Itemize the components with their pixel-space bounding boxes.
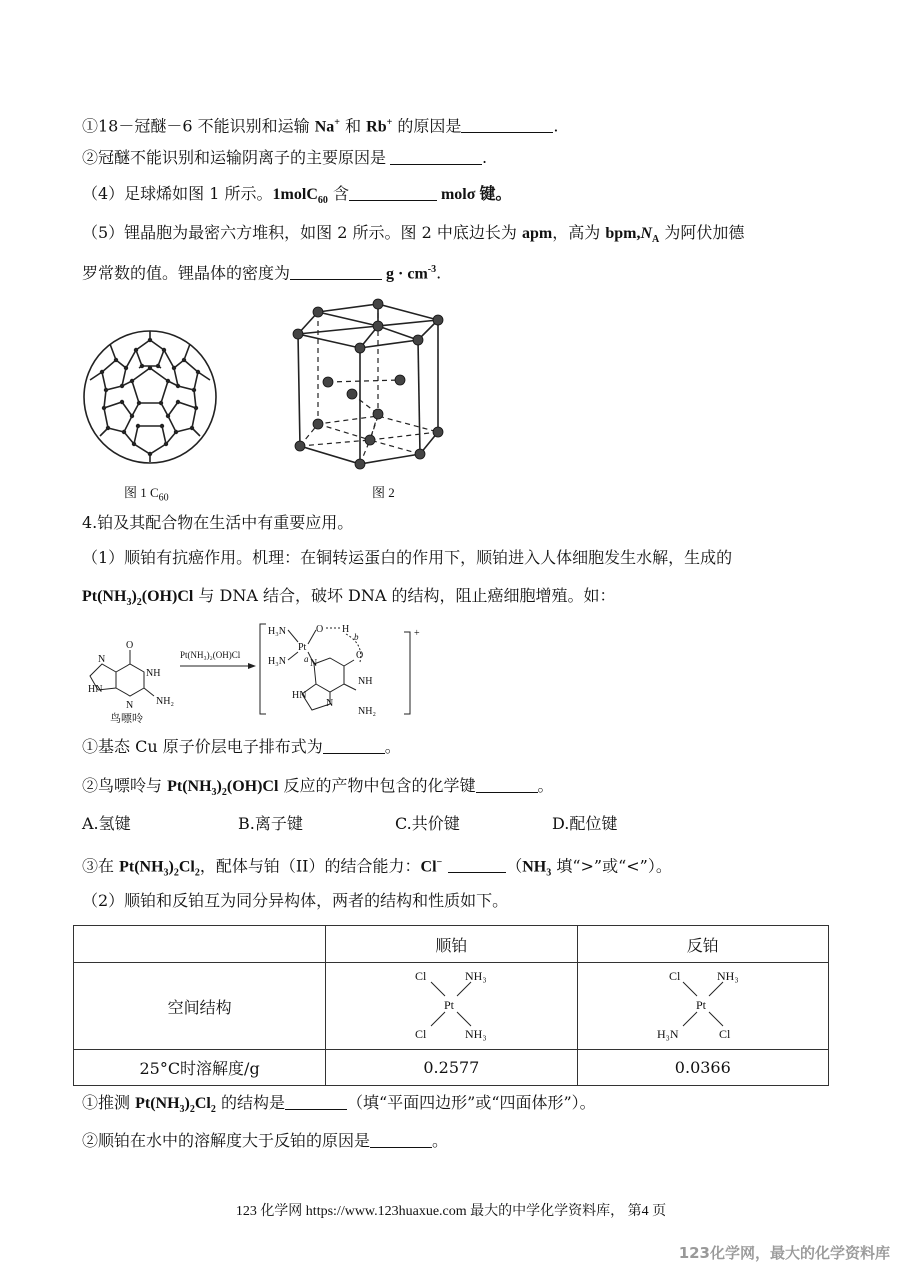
ammonia: NH (522, 858, 547, 876)
atom-label: Cl (415, 969, 427, 983)
table-cell: 0.2577 (326, 1050, 577, 1086)
fig1-caption (124, 482, 169, 504)
answer-blank[interactable] (390, 148, 482, 165)
formula-sub: 3 (211, 787, 217, 799)
q3-part5-line1 (82, 222, 744, 251)
formula-sub: 2 (173, 867, 179, 879)
q4-sub3 (82, 852, 672, 885)
answer-blank[interactable] (285, 1093, 347, 1110)
q3-part4-text: （4）足球烯如图 1 所示。 (82, 184, 273, 203)
formula-sub: 2 (194, 867, 200, 879)
reagent-label: Pt(NH₃)₂(OH)Cl (180, 650, 241, 660)
q3-part5-post: 为阿伏加德 (659, 223, 745, 242)
density-unit-sup: -3 (427, 264, 437, 275)
q3-part5-line2 (82, 259, 441, 285)
reaction-scheme (80, 618, 420, 723)
ammonia-sub: 3 (546, 867, 552, 879)
formula-sub: 3 (179, 1104, 185, 1116)
answer-blank[interactable] (461, 116, 553, 133)
q3-part5-text: （5）锂晶胞为最密六方堆积，如图 2 所示。图 2 中底边长为 (82, 223, 522, 242)
answer-blank[interactable] (349, 184, 437, 201)
q4-sub3-mid: ，配体与铂（II）的结合能力： (199, 856, 421, 876)
table-header-row (74, 926, 829, 963)
q3-part5-line2-text: 罗常数的值。锂晶体的密度为 (82, 263, 291, 283)
q3-part5-mid: ，高为 (552, 223, 606, 242)
q4-sub2-post: 反应的产物中包含的化学键 (278, 776, 476, 795)
q4-sub1 (82, 736, 401, 758)
atom-label: N (326, 698, 334, 709)
q3-item1-end: . (553, 116, 559, 136)
q4-sub4-tail: （填“平面四边形”或“四面体形”）。 (346, 1093, 596, 1112)
q4-sub1-end: 。 (384, 737, 401, 756)
formula-sub: 3 (126, 597, 132, 609)
q3-item2-text: ②冠醚不能识别和运输阴离子的主要原因是 (82, 148, 387, 167)
answer-blank[interactable] (476, 776, 538, 793)
formula-text: ) (131, 588, 137, 605)
bpm: bpm, (605, 225, 641, 242)
atom-label: NH₂ (358, 706, 376, 717)
q3-part4-post: molσ 键。 (436, 186, 512, 203)
formula-text: Cl (178, 858, 195, 876)
atom-label: N (310, 658, 318, 669)
formula-text: ) (184, 1095, 190, 1112)
page-footer: 123 化学网 https://www.123huaxue.com 最大的中学化学资料库， 第4 页 (235, 1204, 667, 1219)
atom-label: NH₃ (716, 969, 739, 983)
atom-label: O (356, 650, 364, 661)
q4-sub3-post: 填“>”或“<”）。 (551, 856, 672, 876)
q4-sub3-text: ③在 (82, 856, 120, 876)
hcp-cell-figure (290, 296, 450, 476)
cis-structure-cell (326, 963, 577, 1050)
chloride-ion: Cl (420, 858, 437, 876)
answer-blank[interactable] (290, 263, 382, 280)
table-header-cell: 反铂 (577, 926, 828, 963)
q3-item1-and: 和 (339, 116, 367, 136)
trans-structure (653, 964, 753, 1044)
atom-label: H₃N (268, 656, 286, 667)
atom-label: H (342, 624, 350, 635)
formula-sub: 2 (189, 1104, 195, 1116)
q4-part1-line2 (82, 585, 616, 614)
apm: apm (521, 225, 553, 242)
formula-text: (OH)Cl (141, 588, 194, 605)
atom-label: Cl (718, 1027, 731, 1041)
q4-sub4-text: ①推测 (82, 1093, 136, 1112)
q3-item1-text: ①18－冠醚－6 不能识别和运输 (82, 116, 315, 136)
atom-label: NH (358, 676, 373, 687)
q4-sub2-end: 。 (537, 776, 554, 795)
formula-text: Cl (194, 1095, 211, 1112)
table-header-cell (74, 926, 326, 963)
atom-label: NH₃ (465, 969, 487, 983)
q4-sub2 (82, 775, 554, 804)
atom-label: O (316, 624, 324, 635)
formula-text: Pt(NH (119, 858, 164, 876)
answer-blank[interactable] (323, 737, 385, 754)
q4-sub3-paren: （ (506, 856, 523, 876)
formula-text: Pt(NH (135, 1095, 180, 1112)
atom-label: NH (146, 668, 161, 679)
charge-sign: + (414, 628, 420, 639)
option-b[interactable]: B.离子键 (238, 814, 303, 833)
q4-sub5 (82, 1130, 448, 1152)
q4-sub5-text: ②顺铂在水中的溶解度大于反铂的原因是 (82, 1131, 371, 1150)
atom-label: NH₃ (465, 1027, 487, 1041)
q4-sub4-post: 的结构是 (215, 1093, 285, 1112)
fig1-caption-text: 图 1 C (124, 485, 159, 500)
q4-sub5-end: 。 (432, 1131, 449, 1150)
answer-blank[interactable] (448, 856, 506, 873)
atom-label: O (126, 640, 134, 651)
atom-label: Cl (415, 1027, 427, 1041)
option-d[interactable]: D.配位键 (552, 814, 618, 833)
formula-sub: 2 (136, 597, 142, 609)
atom-label: H₃N (268, 626, 286, 637)
rb-ion: Rb (366, 118, 387, 136)
trans-structure-cell (577, 963, 828, 1050)
answer-blank[interactable] (370, 1131, 432, 1148)
guanine-label: 鸟嘌呤 (110, 713, 143, 723)
atom-label: Pt (298, 642, 307, 653)
formula-sub: 2 (221, 787, 227, 799)
fig1-caption-sub: 60 (158, 492, 169, 504)
option-a[interactable]: A.氢键 (82, 814, 131, 833)
atom-label: Cl (668, 969, 681, 983)
q3-part4-mid: 含 (327, 184, 349, 203)
atom-label: N (98, 654, 106, 665)
avogadro-sub: A (652, 234, 660, 246)
atom-label: HN (88, 684, 103, 695)
atom-label: Pt (444, 998, 455, 1012)
table-cell: 0.0366 (577, 1050, 828, 1086)
table-row-label: 25°C时溶解度/g (74, 1050, 326, 1086)
q4-sub4 (82, 1092, 596, 1121)
q3-part4 (82, 183, 511, 212)
avogadro: N (640, 225, 652, 242)
bond-label: a (304, 654, 309, 664)
q3-item1: ①18－冠醚－6 不能识别和运输 Na+ 和 Rb+ 的原因是 . (82, 116, 559, 136)
q3-part5-end: . (436, 263, 442, 283)
q4-sub1-text: ①基态 Cu 原子价层电子排布式为 (82, 737, 323, 756)
q4-part1-line2-text: 与 DNA 结合，破坏 DNA 的结构，阻止癌细胞增殖。如： (193, 586, 616, 605)
table-header-cell: 顺铂 (326, 926, 577, 963)
formula-text: (OH)Cl (226, 778, 279, 795)
c60-sub: 60 (317, 195, 328, 207)
formula-text: Pt(NH (167, 778, 212, 795)
q4-sub2-text: ②鸟嘌呤与 (82, 776, 168, 795)
density-unit: g · cm (382, 265, 428, 283)
watermark: 123化学网，最大的化学资料库 (678, 1244, 890, 1262)
q4-part2: （2）顺铂和反铂互为同分异构体，两者的结构和性质如下。 (82, 891, 509, 910)
atom-label: N (126, 700, 134, 711)
table-row-label: 空间结构 (74, 963, 326, 1050)
q4-part1-line1: （1）顺铂有抗癌作用。机理：在铜转运蛋白的作用下，顺铂进入人体细胞发生水解，生成的 (82, 548, 733, 567)
atom-label: Pt (695, 998, 706, 1012)
c60-figure (80, 320, 220, 475)
formula-sub: 2 (210, 1104, 216, 1116)
bond-label: b (354, 632, 359, 642)
na-ion: Na (314, 118, 335, 136)
c60-formula: 1molC (272, 186, 318, 203)
formula-sub: 3 (163, 867, 169, 879)
cis-structure (401, 964, 501, 1044)
q3-item2-end: . (482, 148, 488, 167)
q3-item2 (82, 147, 487, 169)
atom-label: H₃N (656, 1027, 679, 1041)
chloride-ion-sup: − (436, 857, 443, 868)
atom-label: HN (292, 690, 307, 701)
q4-title: 4.铂及其配合物在生活中有重要应用。 (82, 513, 354, 532)
table-row (74, 963, 829, 1050)
isomer-table (73, 925, 829, 1086)
formula-text: ) (216, 778, 222, 795)
q3-item1-post: 的原因是 (392, 116, 462, 136)
option-c[interactable]: C.共价键 (395, 814, 460, 833)
atom-label: NH₂ (156, 696, 174, 707)
formula-text: Pt(NH (82, 588, 127, 605)
fig2-caption: 图 2 (372, 485, 395, 500)
formula-text: ) (168, 858, 174, 876)
table-row (74, 1050, 829, 1086)
